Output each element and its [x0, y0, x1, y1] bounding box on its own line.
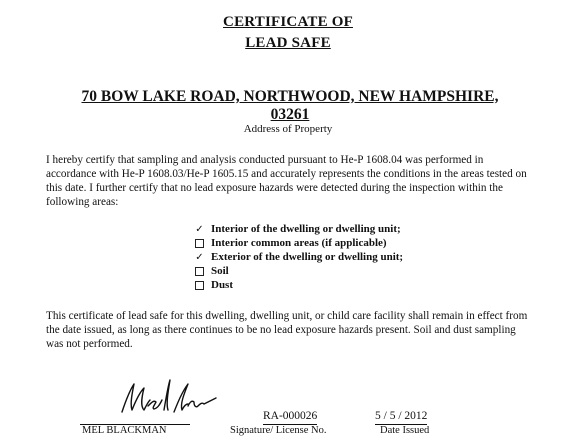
checkbox-icon [195, 239, 204, 248]
area-label: Dust [211, 279, 234, 291]
inspector-name: MEL BLACKMAN [82, 425, 167, 436]
date-issued-caption: Date Issued [380, 425, 430, 436]
area-item-soil [195, 264, 403, 278]
area-item-interior-common [195, 236, 403, 250]
checkbox-icon [195, 267, 204, 276]
inspected-areas-list [195, 222, 403, 292]
area-label: Exterior of the dwelling or dwelling unit; [211, 251, 404, 263]
checkmark-icon: ✓ [195, 223, 204, 235]
area-item-interior-dwelling [195, 222, 403, 236]
certificate-title-line2: LEAD SAFE [245, 35, 331, 51]
address-caption: Address of Property [243, 123, 333, 135]
area-item-exterior-dwelling [195, 250, 403, 264]
area-item-dust [195, 278, 403, 292]
date-issued: 5 / 5 / 2012 [375, 410, 427, 425]
property-address-line1: 70 BOW LAKE ROAD, NORTHWOOD, NEW HAMPSHIRE, [81, 88, 499, 105]
checkmark-icon: ✓ [195, 251, 204, 263]
property-address-line2: 03261 [270, 106, 310, 123]
validity-paragraph: This certificate of lead safe for this dwelling, dwelling unit, or child care facility shall remain in effect from the date issued, as long as there continues to be no lead exposure hazards present. Soil and dust sampling was not performed. [46, 310, 528, 350]
checkbox-icon [195, 281, 204, 290]
certificate-title-line1: CERTIFICATE OF [223, 14, 353, 30]
area-label: Soil [211, 265, 229, 277]
area-label: Interior of the dwelling or dwelling unit; [211, 223, 401, 235]
handwritten-signature [118, 376, 218, 416]
license-number: RA-000026 [263, 410, 317, 425]
signature-license-caption: Signature/ License No. [230, 425, 327, 436]
certification-paragraph: I hereby certify that sampling and analysis conducted pursuant to He-P 1608.04 was performed in accordance with He-P 1608.03/He-P 1605.15 and accurately represents the conditions in the areas tested on this date. I further certify that no lead exposure hazards were detected during the inspection within the following areas: [46, 154, 527, 208]
area-label: Interior common areas (if applicable) [211, 237, 387, 249]
